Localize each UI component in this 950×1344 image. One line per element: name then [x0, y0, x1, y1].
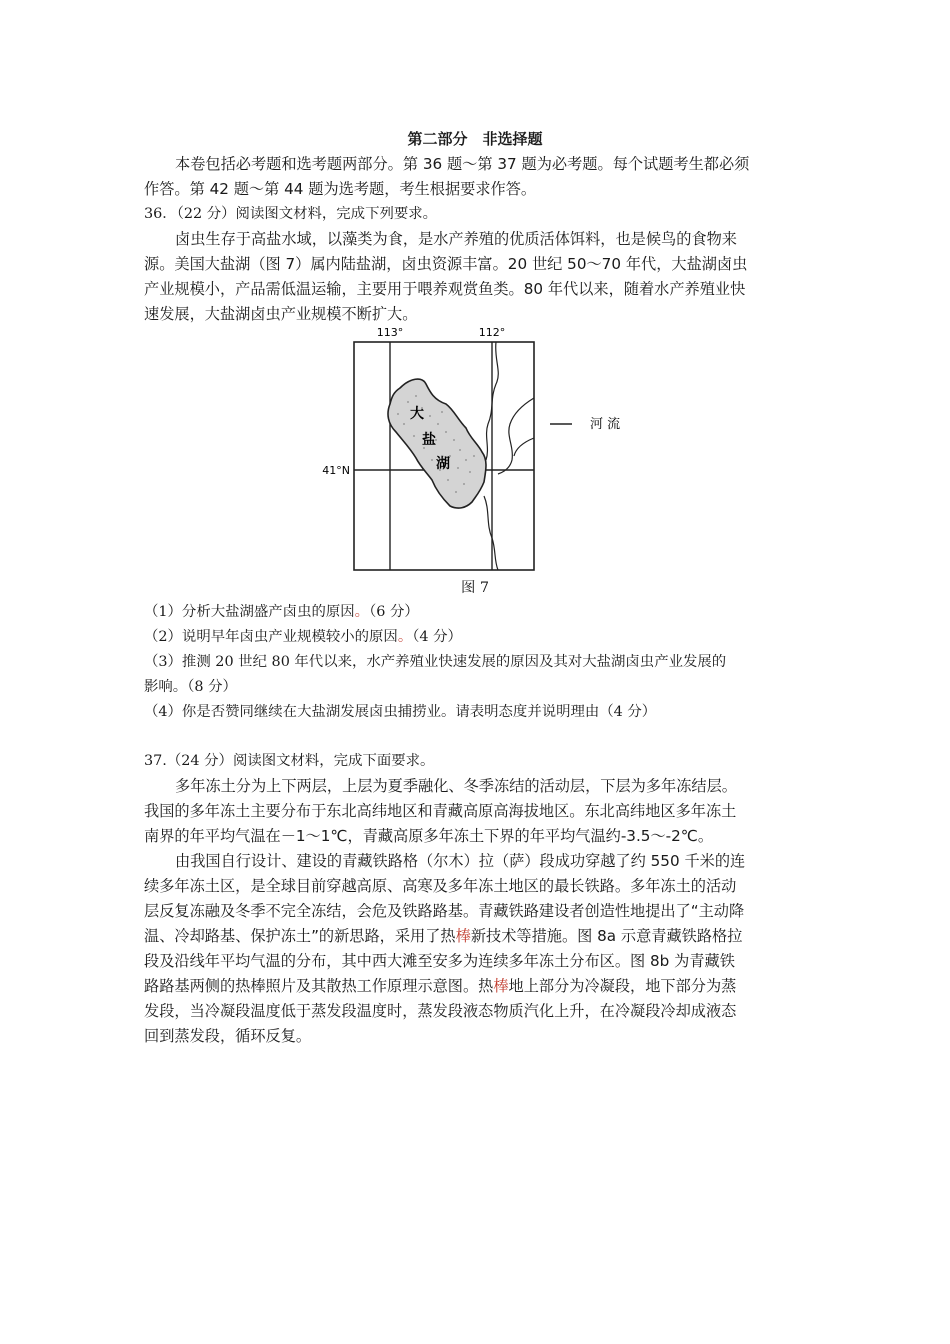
lon-113-label: 113°: [376, 326, 404, 339]
lat-41n-label: 41°N: [322, 464, 350, 477]
section-title: 第二部分 非选择题: [407, 130, 543, 148]
river-weber: [498, 398, 534, 474]
figure-7-caption: 图 7: [460, 580, 490, 596]
q36-para-line-2: 源。美国大盐湖（图 7）属内陆盐湖，卤虫资源丰富。20 世纪 50～70 年代，大盐湖卤虫: [144, 255, 748, 273]
q36-sub-3: （3）推测 20 世纪 80 年代以来，水产养殖业快速发展的原因及其对大盐湖卤虫产业发展的: [144, 654, 727, 670]
q36-sub-2: （2）说明早年卤虫产业规模较小的原因。（4 分）: [144, 629, 462, 645]
lake-label-1: 大: [410, 406, 424, 422]
q36-header: 36．（22 分）阅读图文材料，完成下列要求。: [144, 206, 438, 222]
q37-p2-line-1: 由我国自行设计、建设的青藏铁路格（尔木）拉（萨）段成功穿越了约 550 千米的连: [175, 852, 746, 870]
q36-para-line-3: 产业规模小，产品需低温运输，主要用于喂养观赏鱼类。80 年代以来，随着水产养殖业快: [144, 280, 746, 298]
q36-sub-4: （4）你是否赞同继续在大盐湖发展卤虫捕捞业。请表明态度并说明理由（4 分）: [144, 704, 657, 720]
lake-shape: [388, 379, 486, 508]
intro-line-2: 作答。第 42 题～第 44 题为选考题，考生根据要求作答。: [144, 180, 537, 198]
q37-p2-line-5: 段及沿线年平均气温的分布，其中西大滩至安多为连续多年冻土分布区。图 8b 为青藏铁: [144, 952, 735, 970]
q37-p2-line-3: 层反复冻融及冬季不完全冻结，会危及铁路路基。青藏铁路建设者创造性地提出了“主动降: [144, 902, 745, 920]
legend-river-label: 河 流: [590, 417, 621, 432]
lake-label-2: 盐: [422, 432, 436, 448]
q37-p2-line-7: 发段，当冷凝段温度低于蒸发段温度时，蒸发段液态物质汽化上升，在冷凝段冷却成液态: [144, 1002, 737, 1020]
lon-112-label: 112°: [478, 326, 506, 339]
great-salt-lake-map: [318, 320, 658, 580]
q37-p2-line-8: 回到蒸发段，循环反复。: [144, 1027, 312, 1045]
q36-para-line-4: 速发展，大盐湖卤虫产业规模不断扩大。: [144, 305, 418, 323]
q37-p1-line-3: 南界的年平均气温在－1～1℃，青藏高原多年冻土下界的年平均气温约-3.5～-2℃。: [144, 827, 714, 845]
q37-p2-line-6: 路路基两侧的热棒照片及其散热工作原理示意图。热棒地上部分为冷凝段，地下部分为蒸: [144, 977, 737, 995]
q37-p2-line-2: 续多年冻土区，是全球目前穿越高原、高寒及多年冻土地区的最长铁路。多年冻土的活动: [144, 877, 737, 895]
q37-p2-line-4: 温、冷却路基、保护冻土”的新思路，采用了热棒新技术等措施。图 8a 示意青藏铁路格拉: [144, 927, 743, 945]
q36-sub-3-cont: 影响。（8 分）: [144, 679, 237, 695]
lake-label-3: 湖: [436, 456, 450, 472]
q37-header: 37.（24 分）阅读图文材料，完成下面要求。: [144, 753, 435, 769]
river-jordan: [484, 496, 498, 570]
river-tributary: [514, 438, 534, 456]
intro-line-1: 本卷包括必考题和选考题两部分。第 36 题～第 37 题为必考题。每个试题考生都必须: [175, 155, 750, 173]
q36-para-line-1: 卤虫生存于高盐水域，以藻类为食，是水产养殖的优质活体饵料，也是候鸟的食物来: [175, 230, 737, 248]
q37-p1-line-2: 我国的多年冻土主要分布于东北高纬地区和青藏高原高海拔地区。东北高纬地区多年冻土: [144, 802, 737, 820]
q37-p1-line-1: 多年冻土分为上下两层，上层为夏季融化、冬季冻结的活动层，下层为多年冻结层。: [175, 777, 737, 795]
q36-sub-1: （1）分析大盐湖盛产卤虫的原因。（6 分）: [144, 604, 419, 620]
